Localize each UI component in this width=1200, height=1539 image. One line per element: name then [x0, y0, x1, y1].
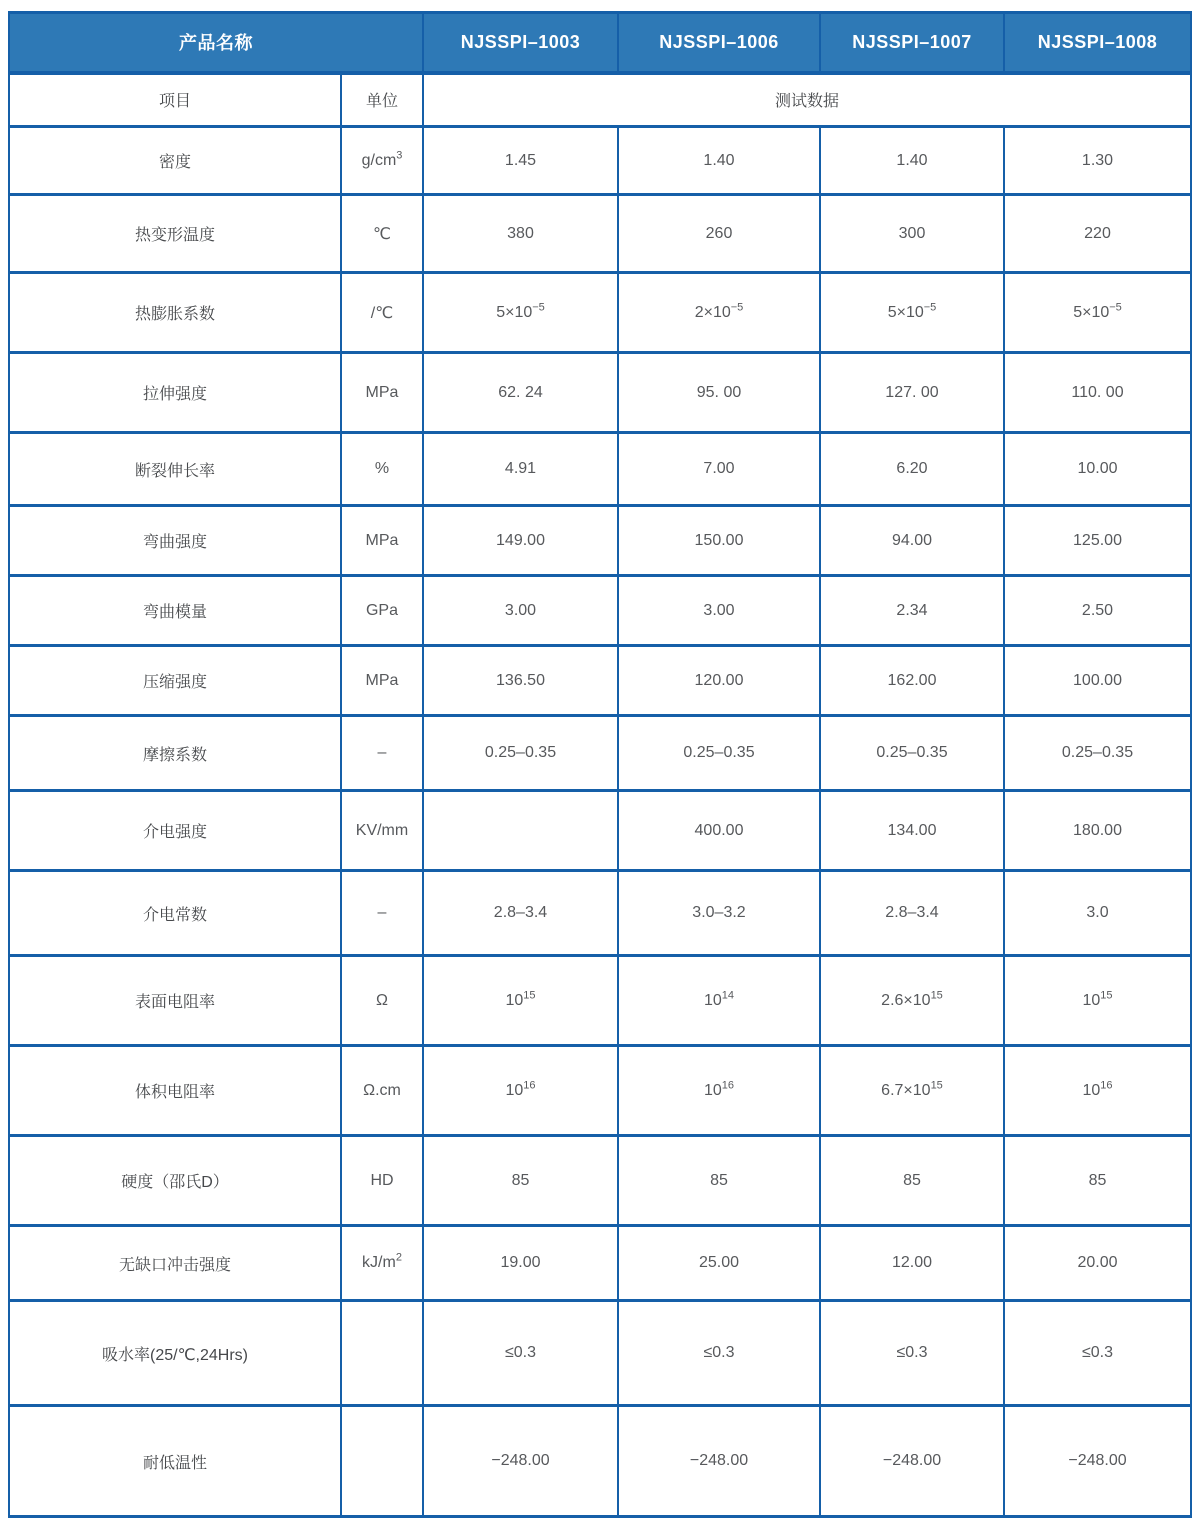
value-cell: $5\times 10^{-5}$ — [820, 273, 1004, 353]
unit-cell: HD — [341, 1136, 423, 1226]
item-cell: 断裂伸长率 — [9, 433, 341, 506]
value-cell: 85 — [1004, 1136, 1191, 1226]
value-cell — [423, 791, 618, 871]
product-column-header-2: NJSSPI–1006 — [618, 13, 820, 73]
product-spec-table — [8, 11, 1192, 1518]
value-cell: 380 — [423, 195, 618, 273]
value-cell: 85 — [618, 1136, 820, 1226]
value-cell: 136.50 — [423, 646, 618, 716]
table-row — [9, 1301, 1191, 1406]
value-cell: 149.00 — [423, 506, 618, 576]
value-cell: 1.30 — [1004, 127, 1191, 195]
item-cell: 弯曲模量 — [9, 576, 341, 646]
item-cell: 热变形温度 — [9, 195, 341, 273]
value-cell: 300 — [820, 195, 1004, 273]
value-cell: 25.00 — [618, 1226, 820, 1301]
item-header: 项目 — [9, 73, 341, 127]
unit-cell: MPa — [341, 646, 423, 716]
item-cell: 体积电阻率 — [9, 1046, 341, 1136]
value-cell: 2.34 — [820, 576, 1004, 646]
table-row — [9, 576, 1191, 646]
value-cell: 0.25–0.35 — [618, 716, 820, 791]
unit-cell — [341, 1406, 423, 1517]
value-cell: −248.00 — [1004, 1406, 1191, 1517]
item-cell: 弯曲强度 — [9, 506, 341, 576]
spec-rows — [9, 127, 1191, 1517]
value-cell: 3.0–3.2 — [618, 871, 820, 956]
item-cell: 摩擦系数 — [9, 716, 341, 791]
table-row — [9, 1406, 1191, 1517]
table-row — [9, 195, 1191, 273]
value-cell: ≤0.3 — [820, 1301, 1004, 1406]
value-cell: $2\times 10^{-5}$ — [618, 273, 820, 353]
unit-cell: – — [341, 871, 423, 956]
value-cell: 94.00 — [820, 506, 1004, 576]
unit-cell: $g/cm^3$ — [341, 127, 423, 195]
product-column-header-4: NJSSPI–1008 — [1004, 13, 1191, 73]
unit-cell: KV/mm — [341, 791, 423, 871]
value-cell: 127. 00 — [820, 353, 1004, 433]
value-cell: 110. 00 — [1004, 353, 1191, 433]
value-cell: 100.00 — [1004, 646, 1191, 716]
product-name-header: 产品名称 — [9, 13, 423, 73]
value-cell: 162.00 — [820, 646, 1004, 716]
unit-cell: $kJ/m^2$ — [341, 1226, 423, 1301]
unit-cell: MPa — [341, 506, 423, 576]
unit-cell: /℃ — [341, 273, 423, 353]
value-cell: 0.25–0.35 — [1004, 716, 1191, 791]
value-cell: 4.91 — [423, 433, 618, 506]
unit-cell: GPa — [341, 576, 423, 646]
value-cell: 1.40 — [618, 127, 820, 195]
table-row — [9, 791, 1191, 871]
item-cell: 拉伸强度 — [9, 353, 341, 433]
value-cell: 180.00 — [1004, 791, 1191, 871]
item-cell: 无缺口冲击强度 — [9, 1226, 341, 1301]
value-cell: 2.50 — [1004, 576, 1191, 646]
value-cell: $10^{16}$ — [618, 1046, 820, 1136]
value-cell: 2.8–3.4 — [423, 871, 618, 956]
table-row — [9, 127, 1191, 195]
item-cell: 硬度（邵氏D） — [9, 1136, 341, 1226]
value-cell: $10^{16}$ — [1004, 1046, 1191, 1136]
value-cell: 0.25–0.35 — [820, 716, 1004, 791]
value-cell: 220 — [1004, 195, 1191, 273]
value-cell: 0.25–0.35 — [423, 716, 618, 791]
value-cell: 7.00 — [618, 433, 820, 506]
subheader-row — [9, 73, 1191, 127]
value-cell: $6.7\times 10^{15}$ — [820, 1046, 1004, 1136]
value-cell: 62. 24 — [423, 353, 618, 433]
value-cell: −248.00 — [820, 1406, 1004, 1517]
value-cell: −248.00 — [618, 1406, 820, 1517]
value-cell: 2.8–3.4 — [820, 871, 1004, 956]
value-cell: $10^{14}$ — [618, 956, 820, 1046]
value-cell: $5\times 10^{-5}$ — [1004, 273, 1191, 353]
item-cell: 压缩强度 — [9, 646, 341, 716]
value-cell: 125.00 — [1004, 506, 1191, 576]
item-cell: 介电强度 — [9, 791, 341, 871]
product-column-header-3: NJSSPI–1007 — [820, 13, 1004, 73]
value-cell: 3.00 — [618, 576, 820, 646]
unit-cell: MPa — [341, 353, 423, 433]
value-cell: 3.0 — [1004, 871, 1191, 956]
value-cell: 1.45 — [423, 127, 618, 195]
value-cell: 6.20 — [820, 433, 1004, 506]
value-cell: ≤0.3 — [423, 1301, 618, 1406]
value-cell: $10^{15}$ — [1004, 956, 1191, 1046]
table-row — [9, 871, 1191, 956]
unit-cell: % — [341, 433, 423, 506]
table-row — [9, 1046, 1191, 1136]
value-cell: 400.00 — [618, 791, 820, 871]
value-cell: 1.40 — [820, 127, 1004, 195]
value-cell: 85 — [423, 1136, 618, 1226]
item-cell: 介电常数 — [9, 871, 341, 956]
table-row — [9, 646, 1191, 716]
table-row — [9, 506, 1191, 576]
value-cell: $5\times 10^{-5}$ — [423, 273, 618, 353]
table-row — [9, 716, 1191, 791]
unit-header: 单位 — [341, 73, 423, 127]
value-cell: −248.00 — [423, 1406, 618, 1517]
value-cell: 150.00 — [618, 506, 820, 576]
value-cell: $10^{16}$ — [423, 1046, 618, 1136]
item-cell: 吸水率(25/℃,24Hrs) — [9, 1301, 341, 1406]
table-row — [9, 1226, 1191, 1301]
unit-cell — [341, 1301, 423, 1406]
value-cell: 120.00 — [618, 646, 820, 716]
value-cell: 12.00 — [820, 1226, 1004, 1301]
value-cell: $2.6\times 10^{15}$ — [820, 956, 1004, 1046]
value-cell: 95. 00 — [618, 353, 820, 433]
item-cell: 表面电阻率 — [9, 956, 341, 1046]
unit-cell: – — [341, 716, 423, 791]
value-cell: 10.00 — [1004, 433, 1191, 506]
value-cell: 260 — [618, 195, 820, 273]
value-cell: 85 — [820, 1136, 1004, 1226]
value-cell: ≤0.3 — [618, 1301, 820, 1406]
item-cell: 耐低温性 — [9, 1406, 341, 1517]
table-row — [9, 1136, 1191, 1226]
value-cell: 20.00 — [1004, 1226, 1191, 1301]
product-header-row — [9, 13, 1191, 73]
item-cell: 密度 — [9, 127, 341, 195]
value-cell: 134.00 — [820, 791, 1004, 871]
product-column-header-1: NJSSPI–1003 — [423, 13, 618, 73]
value-cell: 3.00 — [423, 576, 618, 646]
value-cell: $10^{15}$ — [423, 956, 618, 1046]
table-row — [9, 433, 1191, 506]
unit-cell: Ω — [341, 956, 423, 1046]
table-row — [9, 956, 1191, 1046]
test-data-header: 测试数据 — [423, 73, 1191, 127]
value-cell: ≤0.3 — [1004, 1301, 1191, 1406]
unit-cell: ℃ — [341, 195, 423, 273]
item-cell: 热膨胀系数 — [9, 273, 341, 353]
table-row — [9, 273, 1191, 353]
table-row — [9, 353, 1191, 433]
unit-cell: Ω.cm — [341, 1046, 423, 1136]
value-cell: 19.00 — [423, 1226, 618, 1301]
